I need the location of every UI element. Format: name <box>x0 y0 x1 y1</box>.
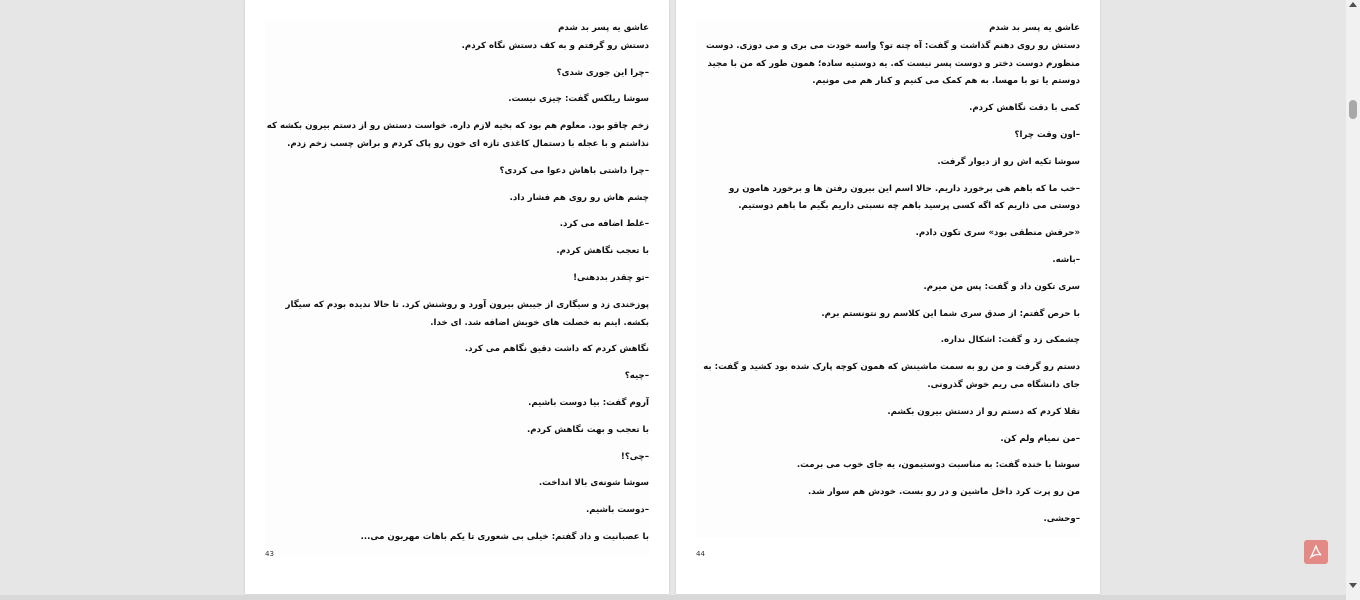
paragraph: –چی؟! <box>620 451 649 462</box>
paragraph: –غلط اضافه می کرد. <box>559 219 649 230</box>
scrollbar-thumb[interactable] <box>1349 100 1357 119</box>
paragraph: زخم چاقو بود. معلوم هم بود که بخیه لازم داره. خواست دستش رو از دستم بیرون بکشه که نذاشتم و با عجله با دستمال کاغذی تازه ای خون رو پاک کردم و براش چسب زخم زدم. <box>266 121 649 149</box>
paragraph: «حرفش منطقی بود» سری تکون دادم. <box>915 228 1080 239</box>
pdf-page-43 <box>245 0 669 594</box>
paragraph: نگاهش کردم که داشت دقیق نگاهم می کرد. <box>464 344 649 355</box>
paragraph: –تو چقدر بددهنی! <box>573 272 649 283</box>
paragraph: با تعجب و بهت نگاهش کردم. <box>527 424 649 435</box>
paragraph: با حرص گفتم: از صدق سری شما این کلاسم رو نتونستم برم. <box>821 308 1080 319</box>
paragraph: –چیه؟ <box>624 371 649 382</box>
paragraph: پوزخندی زد و سیگاری از جیبش بیرون آورد و روشنش کرد. تا حالا ندیده بودم که سیگار بکشه. اینم به خصلت های خوبش اضافه شد. ای خدا. <box>285 299 649 328</box>
acrobat-icon <box>1308 544 1324 560</box>
paragraph: سوشا شونه‌ی بالا انداخت. <box>538 478 649 489</box>
page-number: 43 <box>265 550 274 558</box>
paragraph: –چرا داشتی باهاش دعوا می کردی؟ <box>499 165 649 176</box>
paragraph: سری تکون داد و گفت: پس من میرم. <box>923 281 1080 292</box>
paragraph: کمی با دقت نگاهش کردم. <box>969 103 1080 114</box>
paragraph: –چرا این جوری شدی؟ <box>556 67 649 78</box>
paragraph: –وحشی. <box>1043 513 1080 524</box>
paragraph: سوشا ریلکس گفت: چیزی نیست. <box>508 94 649 105</box>
running-header: عاشق یه پسر بد شدم <box>558 23 649 33</box>
scroll-up-arrow-icon[interactable] <box>1349 2 1357 7</box>
pdf-icon[interactable] <box>1304 540 1328 564</box>
text-line: دستش رو گرفتم و به کف دستش نگاه کردم. <box>461 40 649 51</box>
paragraph: تقلا کردم که دستم رو از دستش بیرون بکشم. <box>887 406 1080 417</box>
page-number: 44 <box>696 550 705 558</box>
scroll-down-arrow-icon[interactable] <box>1349 583 1357 588</box>
horizontal-edge <box>0 595 1346 600</box>
paragraph: –باشه. <box>1052 254 1080 265</box>
page-text <box>265 20 649 556</box>
page-text <box>696 20 1080 538</box>
paragraph: با عصبانیت و داد گفتم: خیلی بی شعوری تا یکم باهات مهربون می... <box>360 531 649 542</box>
paragraph: چشم هاش رو روی هم فشار داد. <box>509 192 649 203</box>
paragraph: سوشا تکیه اش رو از دیوار گرفت. <box>937 156 1080 167</box>
paragraph: با تعجب نگاهش کردم. <box>556 246 649 257</box>
paragraph: –اون وقت چرا؟ <box>1014 129 1080 140</box>
paragraph: –دوست باشیم. <box>585 505 649 516</box>
paragraph: من رو پرت کرد داخل ماشین و در رو بست. خودش هم سوار شد. <box>808 487 1080 498</box>
paragraph: سوشا با خنده گفت: به مناسبت دوستیمون، یه جای خوب می برمت. <box>796 460 1080 471</box>
paragraph: –خب ما که باهم هی برخورد داریم. حالا اسم این بیرون رفتن ها و برخورد هامون رو دوستی می ذاریم که اگه کسی پرسید باهم چه نسبتی داریم بگیم ما باهم دوستیم. <box>728 183 1080 212</box>
paragraph: –من نمیام ولم کن. <box>1000 433 1080 444</box>
paragraph: آروم گفت: بیا دوست باشیم. <box>528 397 649 408</box>
paragraph: دستش رو روی دهنم گذاشت و گفت: آه چته تو؟ واسه خودت می بری و می دوزی. دوست منظورم دوست دختر و دوست پسر نیست که. یه دوستیه ساده؛ همون طور که من با مجید دوستم یا تو با مهسا. به هم کمک می کنیم و کنار هم می مونیم. <box>705 40 1080 87</box>
running-header: عاشق یه پسر بد شدم <box>989 23 1080 33</box>
paragraph: چشمکی زد و گفت: اشکال نداره. <box>940 335 1080 346</box>
pdf-page-44 <box>676 0 1100 594</box>
paragraph: دستم رو گرفت و من رو به سمت ماشینش که همون کوچه پارک شده بود کشید و گفت: به جای دانشگاه می ریم خوش گذرونی. <box>703 362 1080 390</box>
vertical-scrollbar[interactable] <box>1346 0 1360 600</box>
